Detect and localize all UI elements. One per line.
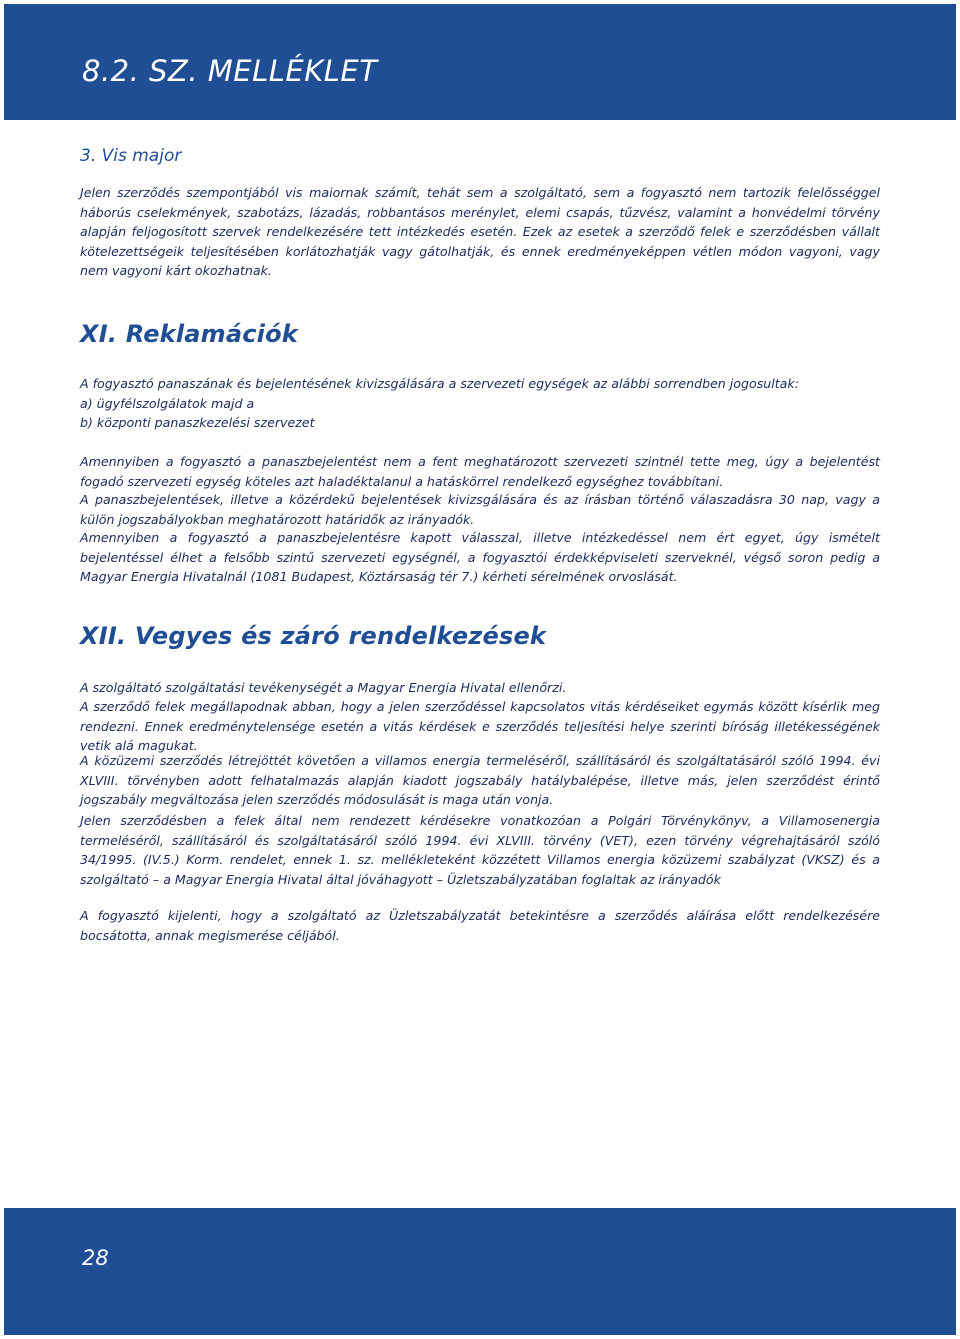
vegyes-paragraph-4: Jelen szerződésben a felek által nem rendezett kérdésekre vonatkozóan a Polgári Törvénykönyv, a Villamosenergia termeléséről, szállításáról és szolgáltatásáról szóló 1994. évi XLVIII. törvény (VET), ezen törvény végrehajtásáról szóló 34/1995. (IV.5.) Korm. rendelet, ennek 1. sz. mellékleteként közzétett Villamos energia közüzemi szabályzat (VKSZ) és a szolgáltató – a Magyar Energia Hivatal által jóváhagyott – Üzletszabályzatában foglaltak az irányadók <box>80 813 880 887</box>
section-heading-vis-major: 3. Vis major <box>80 146 182 166</box>
reklamaciok-paragraph-1: Amennyiben a fogyasztó a panaszbejelentést nem a fent meghatározott szervezeti szintnél tette meg, úgy a bejelentést fogadó szervezeti egység köteles azt haladéktalanul a hatáskörrel rendelkező egységhez továbbítani. <box>80 454 880 489</box>
vegyes-paragraph-5: A fogyasztó kijelenti, hogy a szolgáltató az Üzletszabályzatát betekintésre a szerződés aláírása előtt rendelkezésére bocsátotta, annak megismerése céljából. <box>80 908 880 943</box>
reklamaciok-paragraph-2: A panaszbejelentések, illetve a közérdekű bejelentések kivizsgálására és az írásban történő válaszadásra 30 nap, vagy a külön jogszabályokban meghatározott határidők az irányadók. <box>80 492 880 527</box>
reklamaciok-paragraph-3: Amennyiben a fogyasztó a panaszbejelentésre kapott válasszal, illetve intézkedéssel nem ért egyet, úgy ismételt bejelentéssel élhet a felsőbb szintű szervezeti egységnél, a fogyasztói érdekképviseleti szerveknél, végső soron pedig a Magyar Energia Hivatalnál (1081 Budapest, Köztársaság tér 7.) kérheti sérelmének orvoslását. <box>80 530 880 584</box>
vegyes-paragraph-2: A szerződő felek megállapodnak abban, hogy a jelen szerződéssel kapcsolatos vitás kérdéseiket egymás között kísérlik meg rendezni. Ennek eredménytelensége esetén a vitás kérdések e szerződés teljesítési helye szerinti bíróság illetékességének vetik alá magukat. <box>80 699 880 753</box>
reklamaciok-item-a: a) ügyfélszolgálatok majd a <box>80 396 255 411</box>
vegyes-paragraph-1: A szolgáltató szolgáltatási tevékenységét a Magyar Energia Hivatal ellenőrzi. <box>80 680 567 695</box>
footer-bar <box>4 1208 956 1335</box>
vegyes-paragraph-3: A közüzemi szerződés létrejöttét követően a villamos energia termeléséről, szállításáról és szolgáltatásáról szóló 1994. évi XLVIII. törvényben adott felhatalmazás alapján kiadott jogszabály hatálybalépése, illetve más, jelen szerződést érintő jogszabály megváltozása jelen szerződés módosulását is maga után vonja. <box>80 753 880 807</box>
vis-major-paragraph: Jelen szerződés szempontjából vis maiornak számít, tehát sem a szolgáltató, sem a fogyasztó nem tartozik felelősséggel háborús cselekmények, szabotázs, lázadás, robbantásos merénylet, elemi csapás, tűzvész, valamint a honvédelmi törvény alapján feljogosított szervek rendelkezésére tett intézkedés esetén. Ezek az esetek a szerződő felek e szerződésben vállalt kötelezettségeik teljesítésében korlátozhatják vagy gátolhatják, és ennek eredményeképpen vétlen módon vagyoni, vagy nem vagyoni kárt okozhatnak. <box>80 185 880 278</box>
section-heading-reklamaciok: XI. Reklamációk <box>80 320 298 348</box>
header-bar <box>4 4 956 120</box>
page-number: 28 <box>82 1246 109 1270</box>
section-heading-vegyes: XII. Vegyes és záró rendelkezések <box>80 622 547 650</box>
document-title: 8.2. SZ. MELLÉKLET <box>82 54 378 88</box>
reklamaciok-intro: A fogyasztó panaszának és bejelentésének kivizsgálására a szervezeti egységek az alábbi sorrendben jogosultak: <box>80 376 799 391</box>
reklamaciok-item-b: b) központi panaszkezelési szervezet <box>80 415 315 430</box>
